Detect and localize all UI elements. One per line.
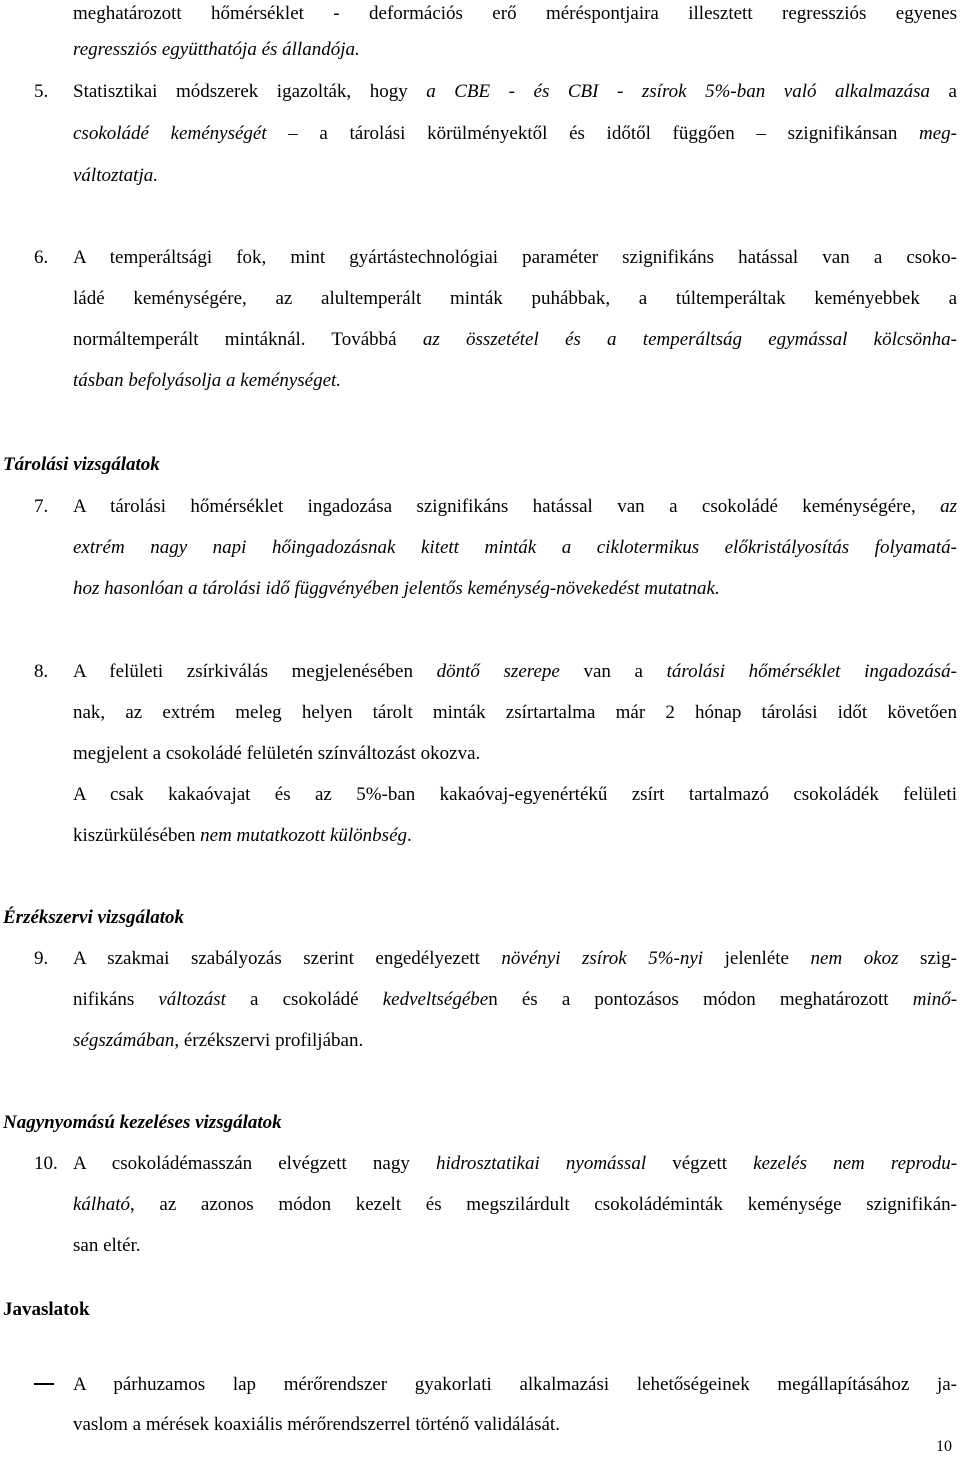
list-number: 9. [34,948,49,969]
paragraph-line: kálható, az azonos módon kezelt és megszilárdult csokoládéminták keménysége szignifikán- [73,1194,957,1215]
paragraph-line: ládé keménységére, az alultemperált minták puhábbak, a túltemperáltak keményebbek a [73,288,957,309]
section-heading: Javaslatok [3,1299,90,1320]
paragraph-line: san eltér. [73,1235,141,1256]
list-number: 7. [34,496,49,517]
paragraph-line: megjelent a csokoládé felületén színváltozást okozva. [73,743,481,764]
paragraph-line: kiszürkülésében nem mutatkozott különbség. [73,825,412,846]
paragraph-line: regressziós együtthatója és állandója. [73,39,360,60]
paragraph-line: A felületi zsírkiválás megjelenésében döntő szerepe van a tárolási hőmérséklet ingadozásá- [73,661,957,682]
paragraph-line: nak, az extrém meleg helyen tárolt minták zsírtartalma már 2 hónap tárolási időt követően [73,702,957,723]
paragraph-line: meghatározott hőmérséklet - deformációs erő méréspontjaira illesztett regressziós egyenes [73,3,957,24]
paragraph-line: A szakmai szabályozás szerint engedélyezett növényi zsírok 5%-nyi jelenléte nem okoz szig- [73,948,957,969]
paragraph-line: A csak kakaóvajat és az 5%-ban kakaóvaj-egyenértékű zsírt tartalmazó csokoládék felületi [73,784,957,805]
paragraph-line: extrém nagy napi hőingadozásnak kitett minták a ciklotermikus előkristályosítás folyamatá- [73,537,957,558]
section-heading: Érzékszervi vizsgálatok [3,907,185,928]
list-number: 8. [34,661,49,682]
list-number: 6. [34,247,49,268]
paragraph-line: ségszámában, érzékszervi profiljában. [73,1030,364,1051]
paragraph-line: nifikáns változást a csokoládé kedveltségében és a pontozásos módon meghatározott minő- [73,989,958,1010]
section-heading: Nagynyomású kezeléses vizsgálatok [3,1112,282,1133]
section-heading: Tárolási vizsgálatok [3,454,160,475]
paragraph-line: A temperáltsági fok, mint gyártástechnológiai paraméter szignifikáns hatással van a csoko- [73,247,957,268]
page-number: 10 [936,1438,952,1455]
paragraph-line: A párhuzamos lap mérőrendszer gyakorlati alkalmazási lehetőségeinek megállapításához ja- [73,1374,957,1395]
paragraph-line: változtatja. [73,165,158,186]
list-number: 5. [34,81,49,102]
paragraph-line: csokoládé keménységét – a tárolási körülményektől és időtől függően – szignifikánsan meg- [73,123,957,144]
paragraph-line: A csokoládémasszán elvégzett nagy hidrosztatikai nyomással végzett kezelés nem reprodu- [73,1153,958,1174]
paragraph-line: tásban befolyásolja a keménységet. [73,370,342,391]
paragraph-line: hoz hasonlóan a tárolási idő függvényében jelentős keménység-növekedést mutatnak. [73,578,720,599]
paragraph-line: Statisztikai módszerek igazolták, hogy a CBE - és CBI - zsírok 5%-ban való alkalmazása a [73,81,957,102]
bullet-dash [34,1383,54,1385]
paragraph-line: normáltemperált mintáknál. Továbbá az összetétel és a temperáltság egymással kölcsönha- [73,329,958,350]
paragraph-line: vaslom a mérések koaxiális mérőrendszerrel történő validálását. [73,1414,560,1435]
list-number: 10. [34,1153,58,1174]
paragraph-line: A tárolási hőmérséklet ingadozása szignifikáns hatással van a csokoládé keménységére, az [73,496,957,517]
